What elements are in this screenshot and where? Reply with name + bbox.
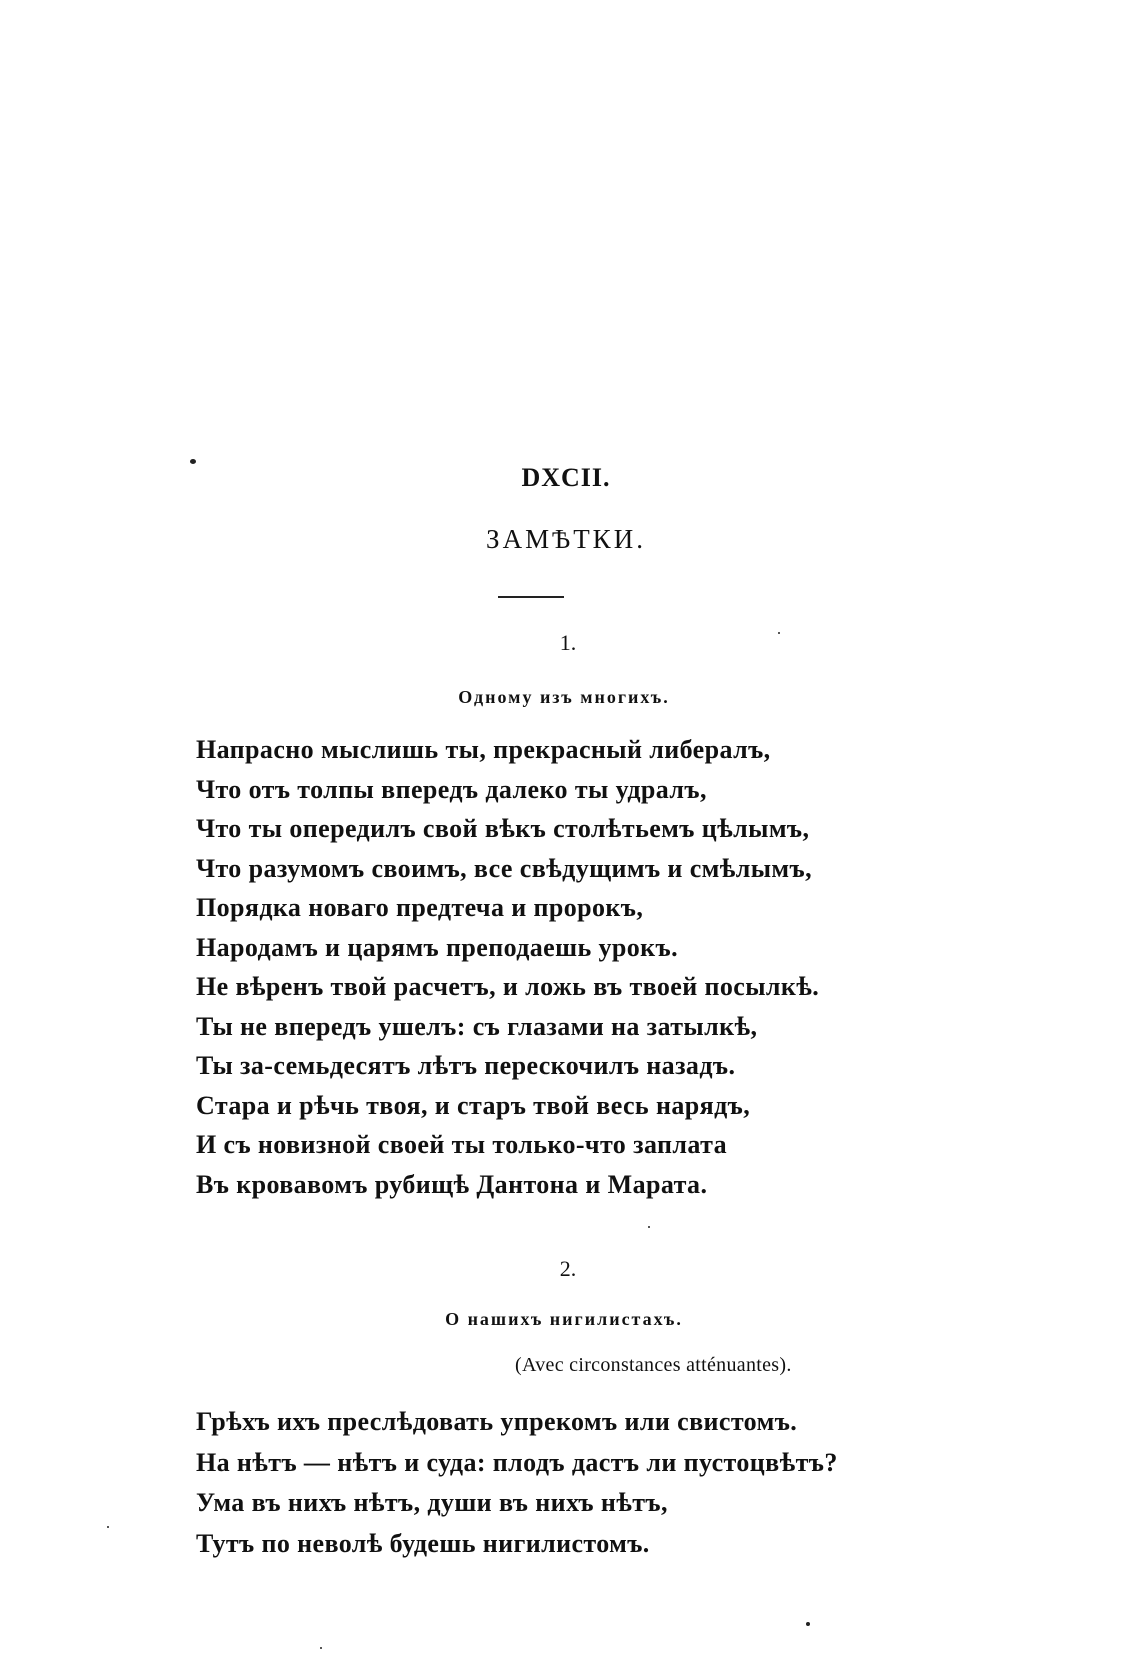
verse-line: Напрасно мыслишь ты, прекрасный либералъ, — [196, 735, 771, 764]
section-number: DXCII. — [521, 463, 611, 492]
epigraph: (Avec circonstances atténuantes). — [515, 1354, 792, 1376]
verse-line: Порядка новаго предтеча и пророкъ, — [196, 893, 644, 922]
verse-line: Что ты опередилъ свой вѣкъ столѣтьемъ цѣлымъ, — [196, 814, 810, 843]
title-divider — [498, 596, 564, 598]
verse-line: Грѣхъ ихъ преслѣдовать упрекомъ или свистомъ. — [196, 1407, 798, 1436]
verse-line: Народамъ и царямъ преподаешь урокъ. — [196, 932, 679, 962]
verse-line: Ты не впередъ ушелъ: съ глазами на затылкѣ, — [196, 1011, 758, 1041]
verse-line: Ты за-семьдесятъ лѣтъ перескочилъ назадъ. — [196, 1051, 736, 1080]
verse-line: Тутъ по неволѣ будешь нигилистомъ. — [196, 1528, 650, 1558]
page-title: ЗАМѢТКИ. — [486, 524, 646, 554]
poem-1 — [196, 730, 1016, 1204]
ink-speck — [107, 1526, 109, 1528]
note-subtitle-1: Одному изъ многихъ. — [458, 687, 670, 707]
ink-speck — [806, 1622, 810, 1626]
note-subtitle-2: О нашихъ нигилистахъ. — [445, 1309, 683, 1329]
verse-line: Что разумомъ своимъ, все свѣдущимъ и смѣлымъ, — [196, 853, 812, 883]
ink-speck — [320, 1647, 322, 1649]
verse-line: Ума въ нихъ нѣтъ, души въ нихъ нѣтъ, — [196, 1488, 668, 1517]
verse-line: И съ новизной своей ты только-что заплата — [196, 1130, 727, 1159]
poem-2 — [196, 1402, 1016, 1564]
note-number-2: 2. — [559, 1256, 577, 1281]
verse-line: Въ кровавомъ рубищѣ Дантона и Марата. — [196, 1169, 708, 1199]
verse-line: Стара и рѣчь твоя, и старъ твой весь нарядъ, — [196, 1090, 751, 1120]
verse-line: Что отъ толпы впередъ далеко ты удралъ, — [196, 774, 707, 804]
verse-line: Не вѣренъ твой расчетъ, и ложь въ твоей посылкѣ. — [196, 972, 820, 1001]
ink-speck — [648, 1226, 650, 1228]
verse-line: На нѣтъ — нѣтъ и суда: плодъ дастъ ли пустоцвѣтъ? — [196, 1447, 838, 1477]
note-number-1: 1. — [559, 630, 577, 655]
